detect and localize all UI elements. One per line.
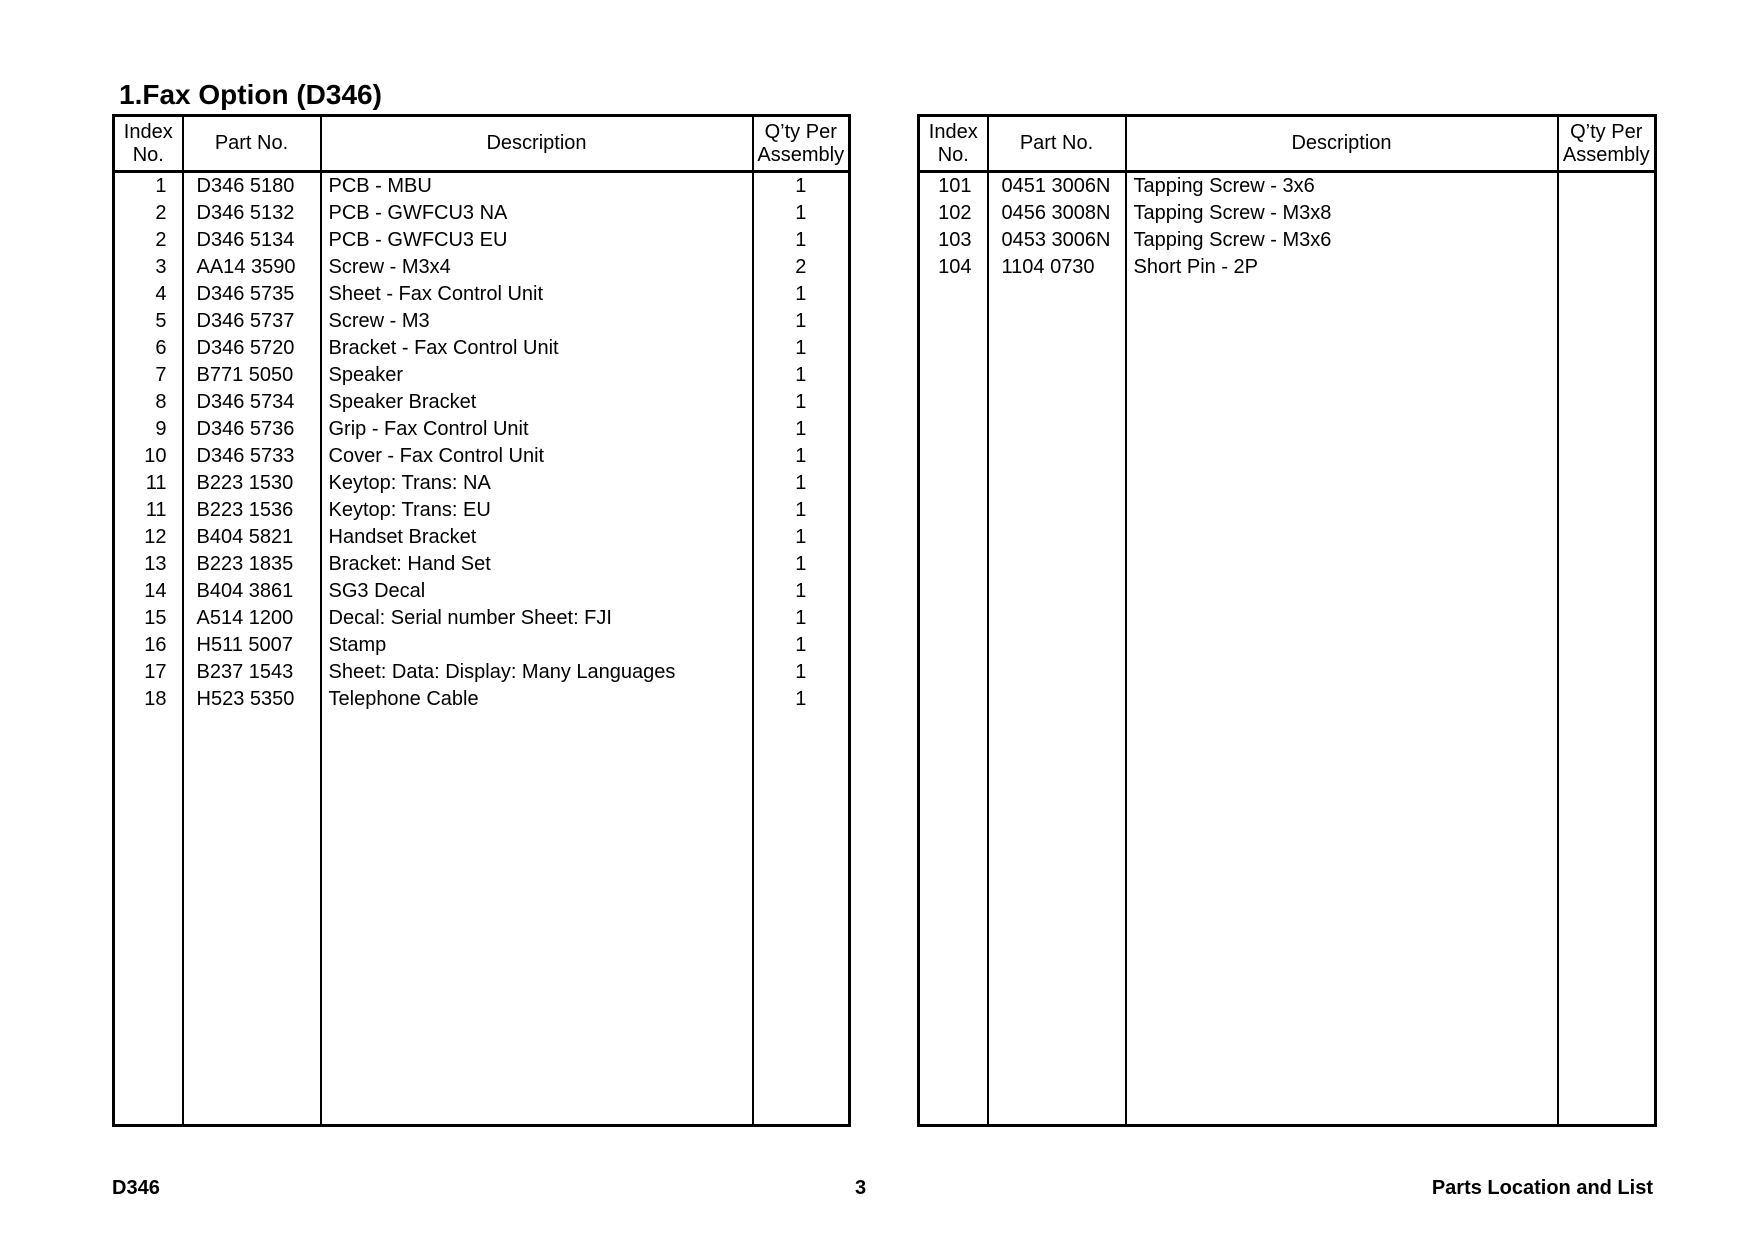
empty-cell — [988, 281, 1126, 1126]
table-row — [114, 632, 850, 659]
empty-cell — [1558, 281, 1656, 1126]
cell-part-no: 0451 3006N — [988, 172, 1126, 201]
cell-index-no: 2 — [114, 200, 183, 227]
cell-description: Keytop: Trans: EU — [321, 497, 753, 524]
table-row — [114, 200, 850, 227]
empty-filler-row — [919, 281, 1656, 1126]
cell-part-no: H523 5350 — [183, 686, 321, 713]
cell-qty: 1 — [753, 686, 850, 713]
empty-cell — [183, 713, 321, 1126]
cell-qty: 1 — [753, 362, 850, 389]
table-row — [919, 254, 1656, 281]
cell-description: SG3 Decal — [321, 578, 753, 605]
cell-description: Bracket: Hand Set — [321, 551, 753, 578]
cell-qty — [1558, 227, 1656, 254]
cell-description: Keytop: Trans: NA — [321, 470, 753, 497]
table-row — [114, 308, 850, 335]
table-row — [114, 254, 850, 281]
table-row — [114, 497, 850, 524]
table-row — [114, 443, 850, 470]
header-row — [114, 116, 850, 172]
cell-qty: 1 — [753, 524, 850, 551]
cell-index-no: 7 — [114, 362, 183, 389]
cell-index-no: 10 — [114, 443, 183, 470]
cell-description: Tapping Screw - M3x6 — [1126, 227, 1558, 254]
cell-index-no: 17 — [114, 659, 183, 686]
cell-description: Tapping Screw - 3x6 — [1126, 172, 1558, 201]
header-index-no: Index No. — [919, 116, 988, 172]
cell-qty — [1558, 200, 1656, 227]
cell-part-no: D346 5134 — [183, 227, 321, 254]
cell-part-no: D346 5733 — [183, 443, 321, 470]
header-part-no: Part No. — [183, 116, 321, 172]
cell-description: Speaker Bracket — [321, 389, 753, 416]
cell-qty: 1 — [753, 308, 850, 335]
cell-part-no: D346 5735 — [183, 281, 321, 308]
cell-qty: 1 — [753, 200, 850, 227]
cell-index-no: 18 — [114, 686, 183, 713]
cell-qty: 1 — [753, 470, 850, 497]
cell-description: PCB - MBU — [321, 172, 753, 201]
cell-qty: 1 — [753, 497, 850, 524]
cell-qty: 1 — [753, 416, 850, 443]
cell-part-no: A514 1200 — [183, 605, 321, 632]
cell-part-no: D346 5132 — [183, 200, 321, 227]
cell-part-no: B404 3861 — [183, 578, 321, 605]
empty-cell — [919, 281, 988, 1126]
cell-part-no: D346 5734 — [183, 389, 321, 416]
table-row — [114, 524, 850, 551]
cell-description: Speaker — [321, 362, 753, 389]
footer-page-number: 3 — [855, 1177, 867, 1199]
cell-qty: 1 — [753, 281, 850, 308]
cell-description: Screw - M3x4 — [321, 254, 753, 281]
cell-part-no: AA14 3590 — [183, 254, 321, 281]
table-row — [114, 416, 850, 443]
table-row — [919, 227, 1656, 254]
table-row — [919, 200, 1656, 227]
cell-qty: 1 — [753, 443, 850, 470]
cell-description: Short Pin - 2P — [1126, 254, 1558, 281]
cell-index-no: 15 — [114, 605, 183, 632]
cell-qty — [1558, 254, 1656, 281]
cell-qty: 1 — [753, 632, 850, 659]
cell-part-no: 0456 3008N — [988, 200, 1126, 227]
cell-description: PCB - GWFCU3 EU — [321, 227, 753, 254]
cell-index-no: 101 — [919, 172, 988, 201]
table-row — [114, 551, 850, 578]
cell-index-no: 9 — [114, 416, 183, 443]
cell-index-no: 5 — [114, 308, 183, 335]
cell-part-no: 0453 3006N — [988, 227, 1126, 254]
cell-part-no: B223 1536 — [183, 497, 321, 524]
cell-description: Bracket - Fax Control Unit — [321, 335, 753, 362]
cell-part-no: H511 5007 — [183, 632, 321, 659]
cell-description: Sheet - Fax Control Unit — [321, 281, 753, 308]
cell-description: Stamp — [321, 632, 753, 659]
cell-part-no: D346 5720 — [183, 335, 321, 362]
cell-index-no: 1 — [114, 172, 183, 201]
header-description: Description — [321, 116, 753, 172]
cell-part-no: B237 1543 — [183, 659, 321, 686]
header-qty-per-assembly: Q’ty Per Assembly — [753, 116, 850, 172]
table-row — [919, 172, 1656, 201]
empty-cell — [114, 713, 183, 1126]
cell-description: Screw - M3 — [321, 308, 753, 335]
empty-cell — [753, 713, 850, 1126]
header-part-no: Part No. — [988, 116, 1126, 172]
cell-part-no: B223 1835 — [183, 551, 321, 578]
cell-description: Tapping Screw - M3x8 — [1126, 200, 1558, 227]
table-row — [114, 172, 850, 201]
empty-cell — [1126, 281, 1558, 1126]
cell-description: PCB - GWFCU3 NA — [321, 200, 753, 227]
table-row — [114, 281, 850, 308]
cell-qty: 1 — [753, 389, 850, 416]
empty-cell — [321, 713, 753, 1126]
header-description: Description — [1126, 116, 1558, 172]
cell-part-no: D346 5737 — [183, 308, 321, 335]
cell-part-no: B771 5050 — [183, 362, 321, 389]
cell-index-no: 3 — [114, 254, 183, 281]
cell-index-no: 8 — [114, 389, 183, 416]
header-row — [919, 116, 1656, 172]
parts-table-right — [917, 114, 1657, 1127]
table-row — [114, 389, 850, 416]
table-row — [114, 335, 850, 362]
cell-index-no: 13 — [114, 551, 183, 578]
table-row — [114, 470, 850, 497]
cell-qty: 1 — [753, 227, 850, 254]
table-row — [114, 659, 850, 686]
cell-description: Decal: Serial number Sheet: FJI — [321, 605, 753, 632]
cell-index-no: 12 — [114, 524, 183, 551]
cell-description: Telephone Cable — [321, 686, 753, 713]
table-row — [114, 686, 850, 713]
table-row — [114, 578, 850, 605]
cell-part-no: D346 5180 — [183, 172, 321, 201]
cell-description: Grip - Fax Control Unit — [321, 416, 753, 443]
cell-index-no: 11 — [114, 497, 183, 524]
cell-index-no: 103 — [919, 227, 988, 254]
cell-qty: 2 — [753, 254, 850, 281]
cell-index-no: 102 — [919, 200, 988, 227]
cell-part-no: D346 5736 — [183, 416, 321, 443]
cell-part-no: B404 5821 — [183, 524, 321, 551]
table-row — [114, 227, 850, 254]
cell-part-no: 1104 0730 — [988, 254, 1126, 281]
table-row — [114, 362, 850, 389]
cell-qty: 1 — [753, 335, 850, 362]
header-qty-per-assembly: Q’ty Per Assembly — [1558, 116, 1656, 172]
cell-qty: 1 — [753, 578, 850, 605]
cell-index-no: 16 — [114, 632, 183, 659]
cell-part-no: B223 1530 — [183, 470, 321, 497]
cell-index-no: 104 — [919, 254, 988, 281]
cell-index-no: 2 — [114, 227, 183, 254]
header-index-no: Index No. — [114, 116, 183, 172]
cell-index-no: 14 — [114, 578, 183, 605]
table-row — [114, 605, 850, 632]
cell-qty: 1 — [753, 605, 850, 632]
empty-filler-row — [114, 713, 850, 1126]
footer-section-title: Parts Location and List — [1431, 1177, 1653, 1199]
cell-qty: 1 — [753, 172, 850, 201]
footer-model-code: D346 — [112, 1177, 160, 1199]
cell-index-no: 4 — [114, 281, 183, 308]
cell-qty: 1 — [753, 551, 850, 578]
page-title: 1.Fax Option (D346) — [119, 79, 382, 110]
cell-index-no: 6 — [114, 335, 183, 362]
cell-index-no: 11 — [114, 470, 183, 497]
cell-description: Sheet: Data: Display: Many Languages — [321, 659, 753, 686]
cell-description: Cover - Fax Control Unit — [321, 443, 753, 470]
cell-qty: 1 — [753, 659, 850, 686]
cell-qty — [1558, 172, 1656, 201]
parts-table-left — [112, 114, 851, 1127]
cell-description: Handset Bracket — [321, 524, 753, 551]
